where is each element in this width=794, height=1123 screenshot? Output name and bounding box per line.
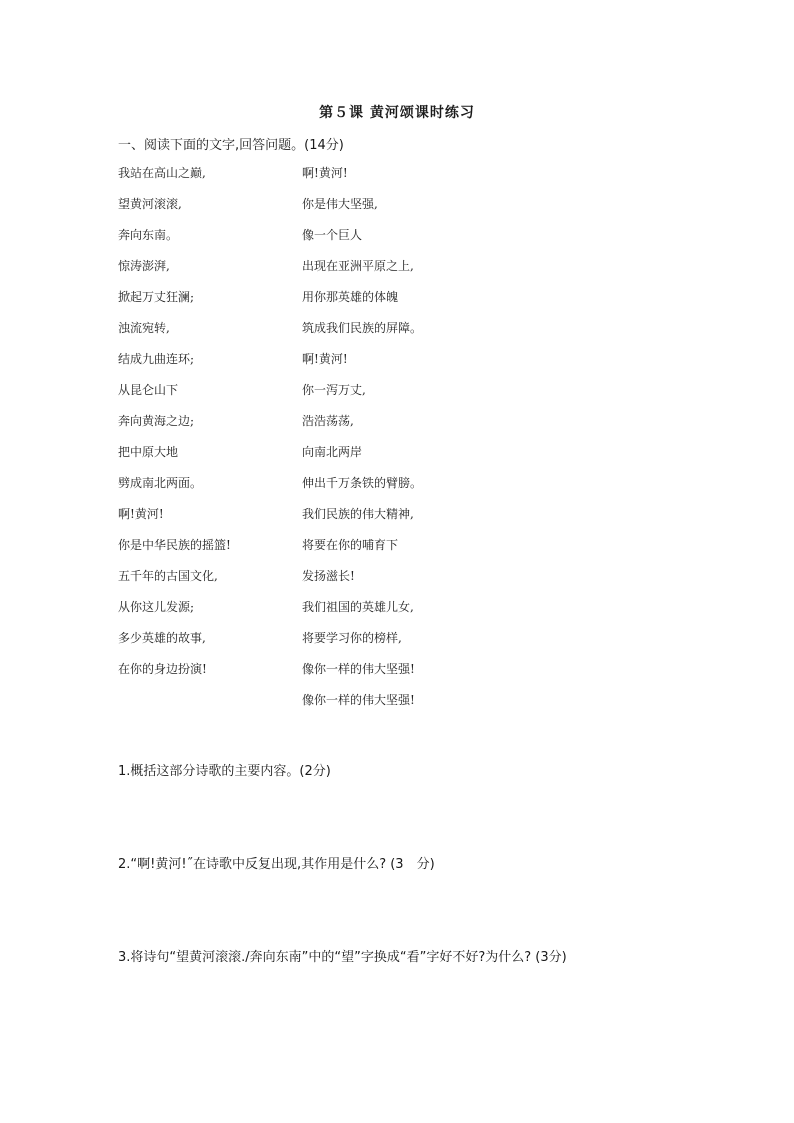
poem-line: 劈成南北两面。 — [118, 476, 203, 490]
poem-line: 望黄河滚滚, — [118, 197, 182, 211]
poem-line: 啊!黄河! — [118, 507, 164, 521]
poem-line: 用你那英雄的体魄 — [302, 290, 399, 304]
poem-line: 结成九曲连环; — [118, 352, 195, 366]
poem-line: 向南北两岸 — [302, 445, 363, 459]
poem-line: 把中原大地 — [118, 445, 179, 459]
poem-line: 你是中华民族的摇篮! — [118, 538, 231, 552]
poem-line: 奔向东南。 — [118, 228, 179, 242]
poem-line: 啊!黄河! — [302, 166, 348, 180]
poem-left-column — [118, 158, 231, 685]
poem-line: 我们祖国的英雄儿女, — [302, 600, 414, 614]
poem-line: 我站在高山之巅, — [118, 166, 206, 180]
poem-line: 多少英雄的故事, — [118, 631, 206, 645]
question-1: 1.概括这部分诗歌的主要内容。(2分) — [118, 764, 331, 779]
poem-line: 出现在亚洲平原之上, — [302, 259, 414, 273]
question-2: 2.“啊!黄河!˝在诗歌中反复出现,其作用是什么? (3 分) — [118, 857, 435, 872]
poem-line: 在你的身边扮演! — [118, 662, 207, 676]
poem-line: 浊流宛转, — [118, 321, 170, 335]
poem-line: 我们民族的伟大精神, — [302, 507, 414, 521]
poem-line: 浩浩荡荡, — [302, 414, 354, 428]
poem-right-column — [302, 158, 422, 716]
poem-line: 五千年的古国文化, — [118, 569, 218, 583]
poem-line: 你一泻万丈, — [302, 383, 366, 397]
poem-line: 将要学习你的榜样, — [302, 631, 402, 645]
section-heading: 一、阅读下面的文字,回答问题。(14分) — [118, 138, 344, 153]
poem-line: 奔向黄海之边; — [118, 414, 195, 428]
poem-line: 像你一样的伟大坚强! — [302, 662, 415, 676]
poem-line: 从你这儿发源; — [118, 600, 195, 614]
question-3: 3.将诗句“望黄河滚滚./奔向东南”中的“望”字换成“看”字好不好?为什么? (3分) — [118, 950, 567, 965]
poem-line: 将要在你的哺育下 — [302, 538, 399, 552]
poem-line: 掀起万丈狂澜; — [118, 290, 195, 304]
poem-line: 啊!黄河! — [302, 352, 348, 366]
page-title: 第５课 黄河颂课时练习 — [319, 105, 475, 121]
poem-line: 从昆仑山下 — [118, 383, 179, 397]
poem-line: 发扬滋长! — [302, 569, 355, 583]
poem-line: 筑成我们民族的屏障。 — [302, 321, 423, 335]
poem-line: 像一个巨人 — [302, 228, 363, 242]
poem-line: 像你一样的伟大坚强! — [302, 693, 415, 707]
poem-line: 你是伟大坚强, — [302, 197, 378, 211]
poem-line: 惊涛澎湃, — [118, 259, 170, 273]
poem-line: 伸出千万条铁的臂膀。 — [302, 476, 423, 490]
